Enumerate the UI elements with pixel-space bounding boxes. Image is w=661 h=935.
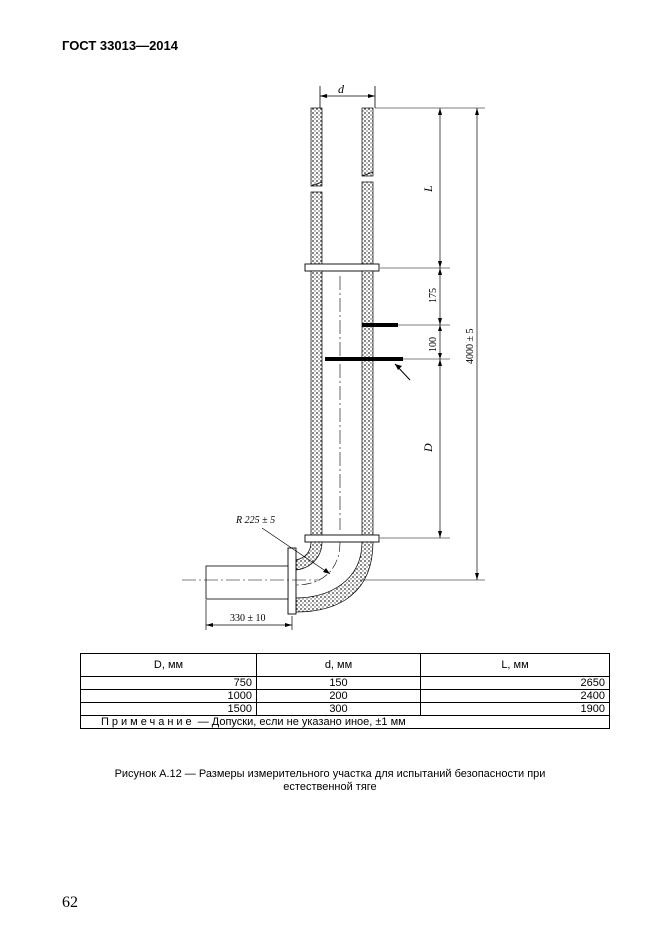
table-note-row (81, 716, 610, 729)
svg-text:100: 100 (428, 337, 439, 352)
lower-flange (305, 535, 379, 542)
dim-330 (206, 600, 292, 630)
table-row: 750 150 2650 (81, 677, 610, 690)
table-row: 1500 300 1900 (81, 703, 610, 716)
svg-text:L: L (421, 185, 435, 192)
header-L: L, мм (421, 654, 610, 677)
elbow (296, 542, 373, 612)
svg-text:175: 175 (428, 288, 439, 303)
lower-pipe (311, 271, 373, 535)
svg-text:D: D (421, 443, 435, 452)
document-header: ГОСТ 33013—2014 (62, 38, 178, 53)
dim-right (360, 108, 485, 580)
table-header-row (81, 654, 610, 677)
table-row: 1000 200 2400 (81, 690, 610, 703)
dimensions-table (80, 653, 610, 729)
header-d: d, мм (257, 654, 421, 677)
figure-caption: Рисунок А.12 — Размеры измерительного участка для испытаний безопасности при естественной тяге (114, 768, 546, 793)
dim-d (320, 82, 375, 108)
svg-text:330 ± 10: 330 ± 10 (230, 613, 266, 624)
upper-pipe (311, 108, 373, 264)
page-number: 62 (62, 894, 78, 911)
header-D: D, мм (81, 654, 257, 677)
label-d: d (338, 82, 344, 96)
upper-flange (305, 264, 379, 271)
svg-text:R 225 ± 5: R 225 ± 5 (236, 515, 276, 526)
svg-text:4000 ± 5: 4000 ± 5 (465, 328, 476, 364)
table-note: Примечание — Допуски, если не указано иное, ±1 мм (81, 716, 610, 729)
